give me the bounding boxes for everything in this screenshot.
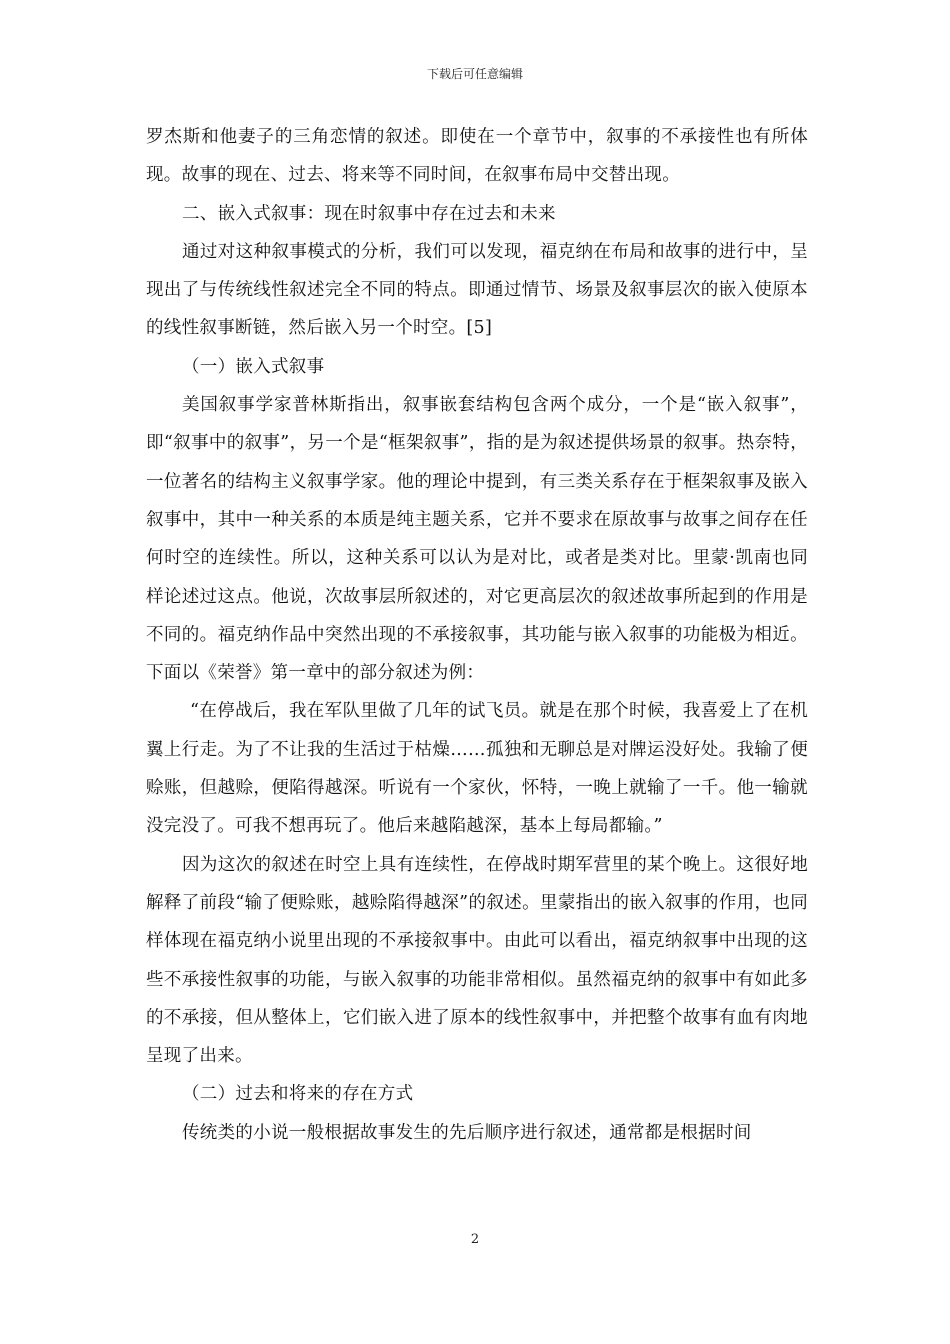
- paragraph-continued: 罗杰斯和他妻子的三角恋情的叙述。即使在一个章节中，叙事的不承接性也有所体现。故事的现在、过去、将来等不同时间，在叙事布局中交替出现。: [146, 127, 808, 186]
- paragraph-traditional-novel: 传统类的小说一般根据故事发生的先后顺序进行叙述，通常都是根据时间: [182, 1122, 752, 1143]
- document-body: [146, 118, 808, 1152]
- subsection-heading-2: （二）过去和将来的存在方式: [182, 1084, 414, 1105]
- page-number: 2: [470, 1232, 480, 1247]
- paragraph-prince-genette: 美国叙事学家普林斯指出，叙事嵌套结构包含两个成分，一个是“嵌入叙事”，即“叙事中的叙事”，另一个是“框架叙事”，指的是为叙述提供场景的叙事。热奈特，一位著名的结构主义叙事学家。他的理论中提到，有三类关系存在于框架叙事及嵌入叙事中，其中一种关系的本质是纯主题关系，它并不要求在原故事与故事之间存在任何时空的连续性。所以，这种关系可以认为是对比，或者是类对比。里蒙·凯南也同样论述过这点。他说，次故事层所叙述的，对它更高层次的叙述故事所起到的作用是不同的。福克纳作品中突然出现的不承接叙事，其功能与嵌入叙事的功能极为相近。下面以《荣誉》第一章中的部分叙述为例：: [146, 395, 808, 684]
- subsection-heading-1: （一）嵌入式叙事: [182, 356, 325, 377]
- paragraph-analysis: 通过对这种叙事模式的分析，我们可以发现，福克纳在布局和故事的进行中，呈现出了与传统线性叙述完全不同的特点。即通过情节、场景及叙事层次的嵌入使原本的线性叙事断链，然后嵌入另一个时空。[5]: [146, 241, 808, 339]
- section-heading-embedded-narrative: 二、嵌入式叙事：现在时叙事中存在过去和未来: [182, 203, 556, 224]
- block-quote: “在停战后，我在军队里做了几年的试飞员。就是在那个时候，我喜爱上了在机翼上行走。为了不让我的生活过于枯燥……孤独和无聊总是对牌运没好处。我输了便赊账，但越赊，便陷得越深。听说有一个家伙，怀特，一晚上就输了一千。他一输就没完没了。可我不想再玩了。他后来越陷越深，基本上每局都输。”: [146, 701, 808, 837]
- paragraph-continuity: 因为这次的叙述在时空上具有连续性，在停战时期军营里的某个晚上。这很好地解释了前段“输了便赊账，越赊陷得越深”的叙述。里蒙指出的嵌入叙事的作用，也同样体现在福克纳小说里出现的不承接叙事中。由此可以看出，福克纳叙事中出现的这些不承接性叙事的功能，与嵌入叙事的功能非常相似。虽然福克纳的叙事中有如此多的不承接，但从整体上，它们嵌入进了原本的线性叙事中，并把整个故事有血有肉地呈现了出来。: [146, 854, 808, 1067]
- page-header: 下载后可任意编辑: [426, 67, 523, 81]
